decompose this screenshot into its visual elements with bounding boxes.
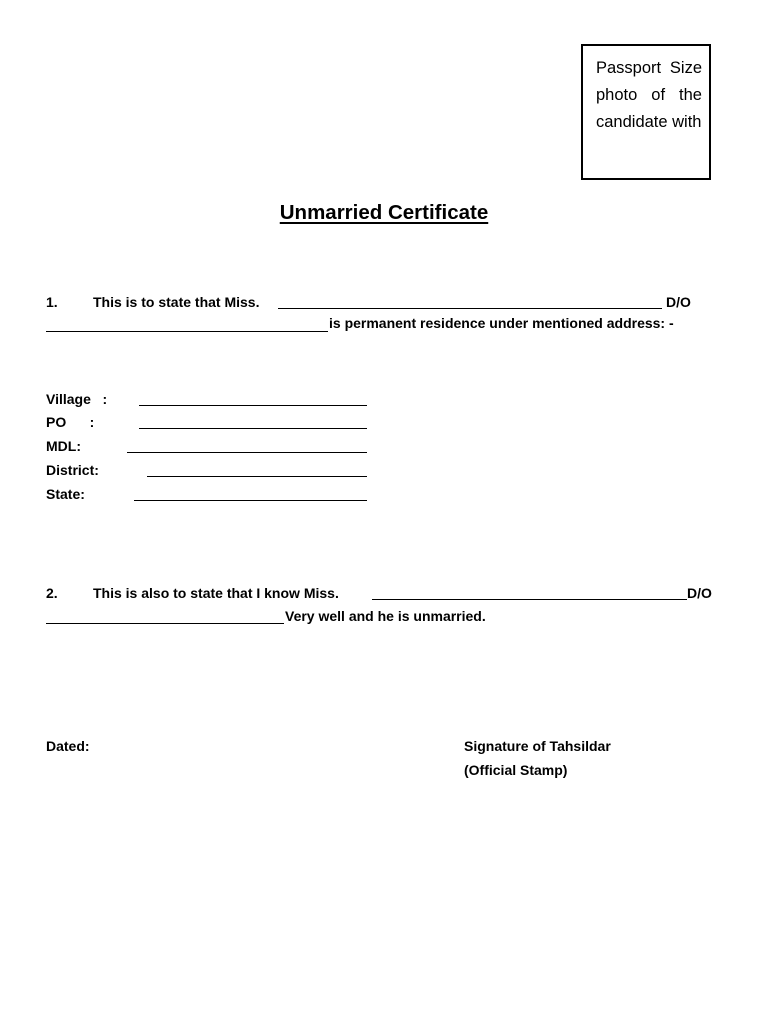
signature-label: Signature of Tahsildar xyxy=(464,738,611,754)
clause-2-father-name-blank[interactable] xyxy=(46,623,284,624)
clause-2-number: 2. xyxy=(46,585,58,601)
clause-1-lead-text: This is to state that Miss. xyxy=(93,294,260,310)
clause-2-name-blank[interactable] xyxy=(372,599,687,600)
clause-1-father-name-blank[interactable] xyxy=(46,331,328,332)
official-stamp-label: (Official Stamp) xyxy=(464,762,568,778)
district-input-line[interactable] xyxy=(147,476,367,477)
po-label: PO : xyxy=(46,414,95,430)
clause-2-continuation-text: Very well and he is unmarried. xyxy=(285,608,486,624)
dated-label: Dated: xyxy=(46,738,90,754)
document-title: Unmarried Certificate xyxy=(279,201,489,224)
clause-1-name-blank[interactable] xyxy=(278,308,662,309)
mdl-label: MDL: xyxy=(46,438,81,454)
village-label: Village : xyxy=(46,391,108,407)
clause-2-do-label: D/O xyxy=(687,585,712,601)
clause-1-number: 1. xyxy=(46,294,58,310)
passport-photo-instructions: Passport Size photo of the candidate with xyxy=(596,59,702,131)
po-input-line[interactable] xyxy=(139,428,367,429)
district-label: District: xyxy=(46,462,99,478)
state-label: State: xyxy=(46,486,85,502)
state-input-line[interactable] xyxy=(134,500,367,501)
village-input-line[interactable] xyxy=(139,405,367,406)
clause-2-lead-text: This is also to state that I know Miss. xyxy=(93,585,339,601)
mdl-input-line[interactable] xyxy=(127,452,367,453)
clause-1-continuation-text: is permanent residence under mentioned address: - xyxy=(329,315,674,331)
clause-1-do-label: D/O xyxy=(666,294,691,310)
passport-photo-box xyxy=(581,44,711,180)
